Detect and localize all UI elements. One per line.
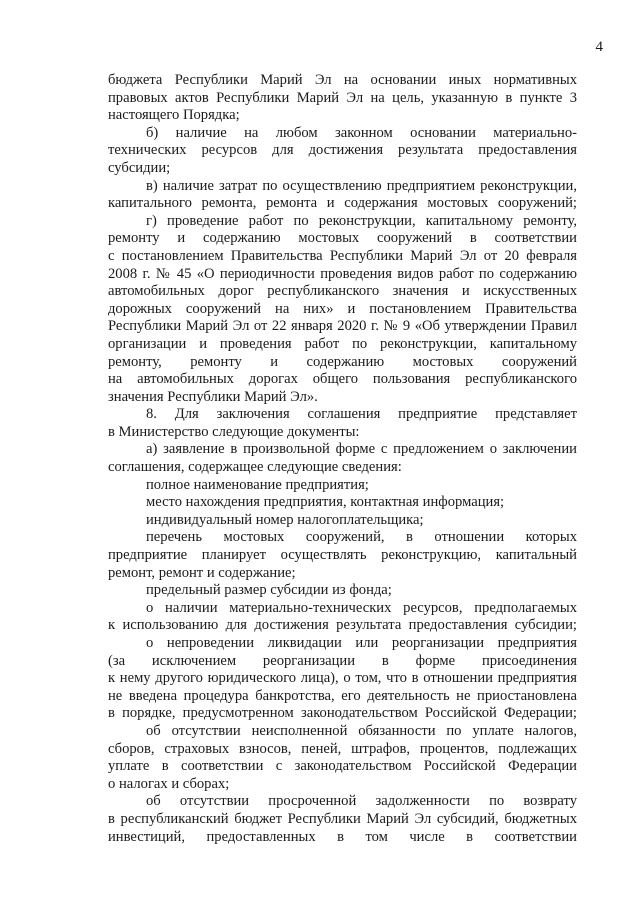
page-number: 4 [595,39,603,55]
text-line: сборов, страховых взносов, пеней, штрафов, процентов, подлежащих [108,740,577,757]
text-line: на автомобильных дорогах общего пользования республиканского [108,371,577,388]
text-line: г) проведение работ по реконструкции, капитальному ремонту, [146,212,577,229]
text-line: о налогах и сборах; [108,775,230,792]
text-line: значения Республики Марий Эл». [108,388,318,405]
text-line: правовых актов Республики Марий Эл на цель, указанную в пункте 3 [108,89,577,106]
text-line: не введена процедура банкротства, его деятельность не приостановлена [108,687,577,704]
text-line: в) наличие затрат по осуществлению предприятием реконструкции, [146,177,577,194]
text-line: капитального ремонта, ремонта и содержания мостовых сооружений; [108,195,577,212]
text-line: дорожных сооружений на них» и постановлением Правительства [108,300,577,317]
text-line: перечень мостовых сооружений, в отношении которых [146,529,577,546]
text-line: уплате в соответствии с законодательством Российской Федерации [108,758,577,775]
text-line: ремонт, ремонт и содержание; [108,564,296,581]
text-line: предельный размер субсидии из фонда; [146,582,392,599]
text-line: предприятие планирует осуществлять реконструкцию, капитальный [108,547,577,564]
text-line: о наличии материально-технических ресурсов, предполагаемых [146,599,577,616]
text-line: ремонту, ремонту и содержанию мостовых сооружений [108,353,577,370]
text-line: индивидуальный номер налогоплательщика; [146,511,424,528]
text-line: организации и проведения работ по реконструкции, капитальному [108,335,577,352]
document-body [108,72,577,846]
text-line: в Министерство следующие документы: [108,423,360,440]
text-line: (за исключением реорганизации в форме присоединения [108,652,577,669]
text-line: автомобильных дорог республиканского значения и искусственных [108,283,577,300]
text-line: полное наименование предприятия; [146,476,369,493]
text-line: настоящего Порядка; [108,107,240,124]
text-line: к использованию для достижения результата предоставления субсидии; [108,617,577,634]
text-line: об отсутствии просроченной задолженности по возврату [146,793,577,810]
text-line: в порядке, предусмотренном законодательством Российской Федерации; [108,705,577,722]
text-line: инвестиций, предоставленных в том числе в соответствии [108,828,577,845]
text-line: 2008 г. № 45 «О периодичности проведения видов работ по содержанию [108,265,577,282]
text-line: с постановлением Правительства Республики Марий Эл от 20 февраля [108,247,577,264]
text-line: б) наличие на любом законном основании материально- [146,124,577,141]
text-line: о непроведении ликвидации или реорганизации предприятия [146,635,577,651]
text-line: Республики Марий Эл от 22 января 2020 г. № 9 «Об утверждении Правил [108,318,577,335]
text-line: а) заявление в произвольной форме с предложением о заключении [146,441,577,458]
text-line: технических ресурсов для достижения результата предоставления [108,142,577,159]
text-line: 8. Для заключения соглашения предприятие представляет [146,406,577,423]
text-line: бюджета Республики Марий Эл на основании иных нормативных [108,72,577,88]
text-line: соглашения, содержащее следующие сведения: [108,459,402,476]
text-line: ремонту и содержанию мостовых сооружений в соответствии [108,230,577,247]
text-line: в республиканский бюджет Республики Марий Эл субсидий, бюджетных [108,810,577,827]
text-line: к нему другого юридического лица), о том, что в отношении предприятия [108,670,577,687]
text-line: место нахождения предприятия, контактная информация; [146,494,505,511]
text-line: об отсутствии неисполненной обязанности по уплате налогов, [146,722,577,739]
text-line: субсидии; [108,159,171,176]
